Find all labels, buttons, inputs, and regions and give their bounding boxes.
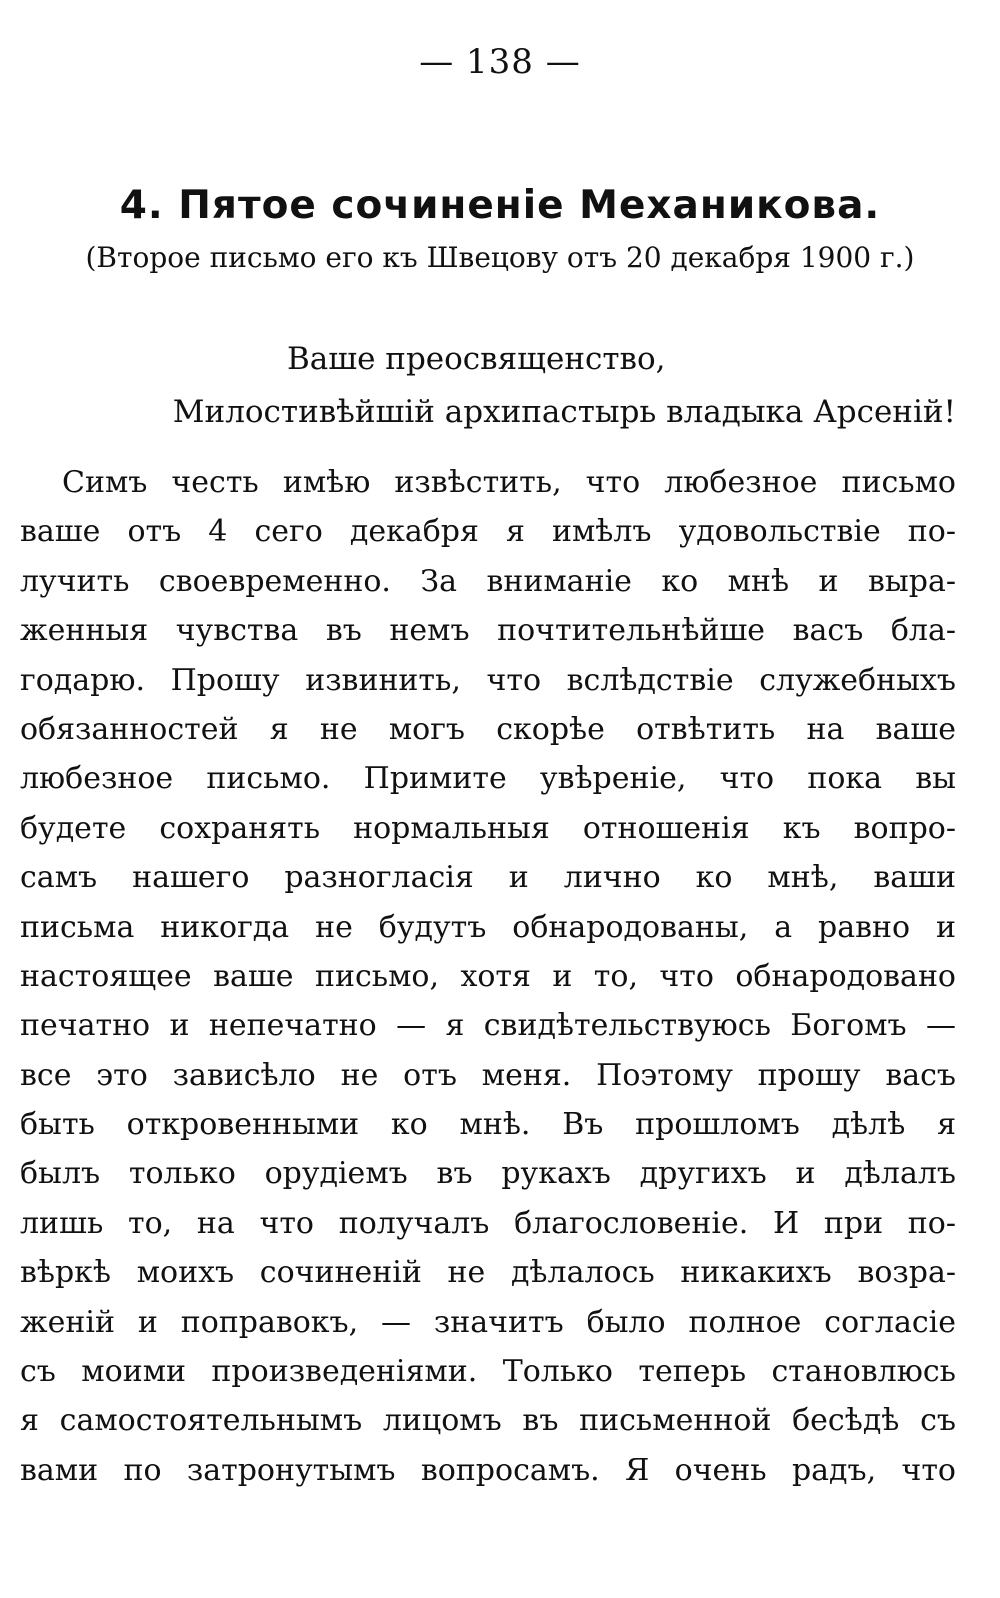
body-line: самъ нашего разногласія и лично ко мнѣ, ваши xyxy=(20,860,956,896)
page-number: — 138 — xyxy=(419,42,581,82)
body-line: письма никогда не будутъ обнародованы, а равно и xyxy=(20,909,956,945)
body-line: быть откровенными ко мнѣ. Въ прошломъ дѣлѣ я xyxy=(20,1107,956,1143)
body-line: любезное письмо. Примите увѣреніе, что пока вы xyxy=(20,761,956,797)
body-line: ваше отъ 4 сего декабря я имѣлъ удовольствіе по- xyxy=(20,514,956,550)
body-line: женныя чувства въ немъ почтительнѣйше васъ бла- xyxy=(20,613,956,649)
salutation-line-2: Милостивѣйшій архипастырь владыка Арсеній! xyxy=(172,394,956,430)
body-line: лучить своевременно. За вниманіе ко мнѣ и выра- xyxy=(20,563,956,599)
body-line: настоящее ваше письмо, хотя и то, что обнародовано xyxy=(20,958,956,994)
body-line: Симъ честь имѣю извѣстить, что любезное письмо xyxy=(62,465,956,500)
section-subtitle: (Второе письмо его къ Швецову отъ 20 декабря 1900 г.) xyxy=(85,241,915,274)
body-line: будете сохранять нормальныя отношенія къ вопро- xyxy=(20,810,956,846)
body-line: вѣркѣ моихъ сочиненій не дѣлалось никакихъ возра- xyxy=(20,1255,956,1291)
salutation-line-1: Ваше преосвященство, xyxy=(287,341,666,377)
body-line: печатно и непечатно — я свидѣтельствуюсь Богомъ — xyxy=(20,1008,956,1044)
body-line: я самостоятельнымъ лицомъ въ письменной бесѣдѣ съ xyxy=(20,1403,956,1439)
body-line: все это зависѣло не отъ меня. Поэтому прошу васъ xyxy=(20,1057,956,1093)
section-title: 4. Пятое сочиненіе Механикова. xyxy=(119,183,881,228)
body-line: вами по затронутымъ вопросамъ. Я очень радъ, что xyxy=(20,1452,956,1488)
body-line: былъ только орудіемъ въ рукахъ другихъ и дѣлалъ xyxy=(20,1156,956,1192)
body-line: обязанностей я не могъ скорѣе отвѣтить на ваше xyxy=(20,711,956,747)
body-line: съ моими произведеніями. Только теперь становлюсь xyxy=(20,1354,956,1390)
body-line: годарю. Прошу извинить, что вслѣдствіе служебныхъ xyxy=(20,662,956,698)
body-line: лишь то, на что получалъ благословеніе. И при по- xyxy=(20,1205,956,1241)
letter-body xyxy=(20,458,956,1495)
body-line: женій и поправокъ, — значитъ было полное согласіе xyxy=(20,1304,956,1340)
